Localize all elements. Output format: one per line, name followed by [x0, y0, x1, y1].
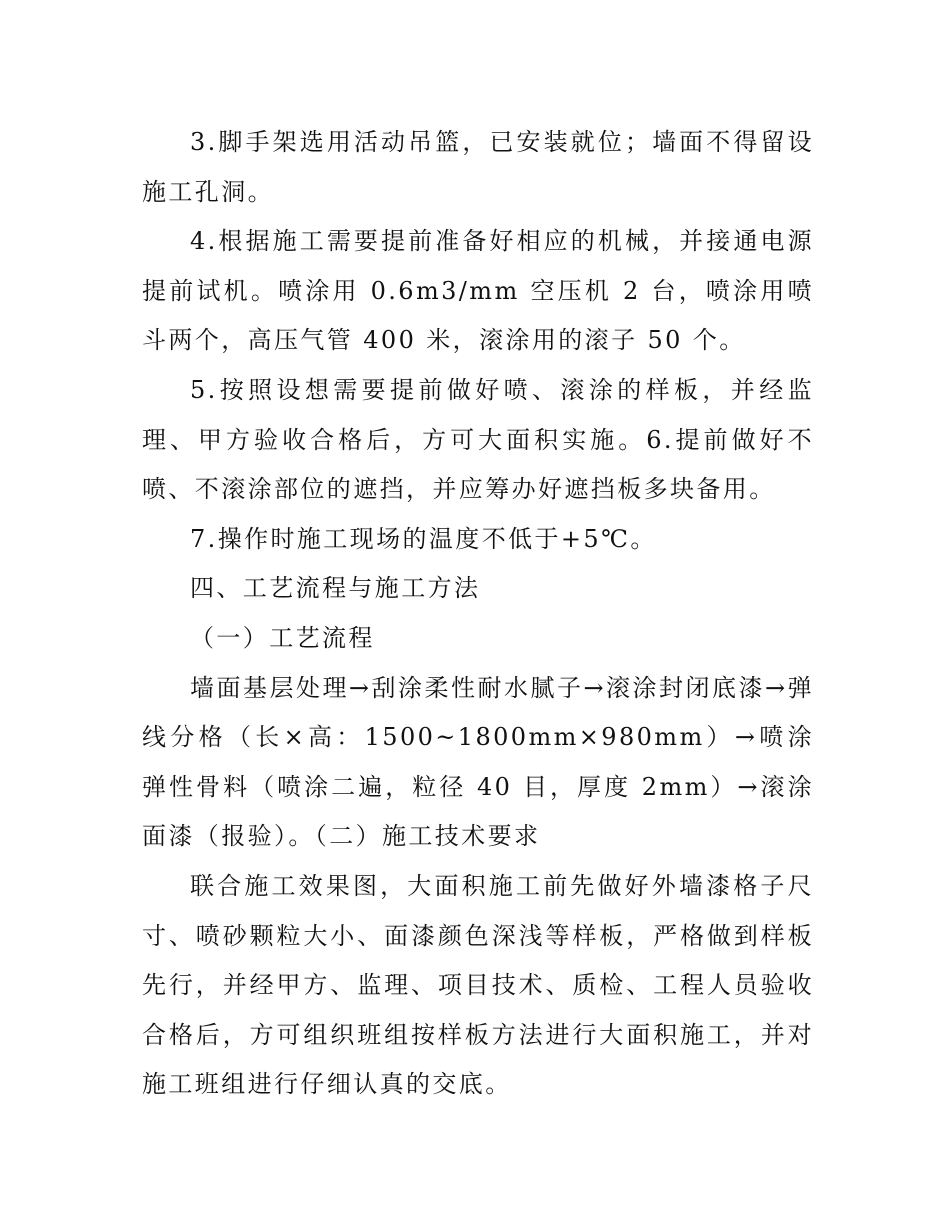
paragraph-technical-requirements: 联合施工效果图，大面积施工前先做好外墙漆格子尺寸、喷砂颗粒大小、面漆颜色深浅等样板，严格做到样板先行，并经甲方、监理、项目技术、质检、工程人员验收合格后，方可组织班组按样板方法进行大面积施工，并对施工班组进行仔细认真的交底。: [142, 871, 814, 1099]
document-body: [142, 118, 814, 1110]
paragraph-process-flow: 墙面基层处理→刮涂柔性耐水腻子→滚涂封闭底漆→弹线分格（长×高：1500~1800mm×980mm）→喷涂弹性骨料（喷涂二遍，粒径 40 目，厚度 2mm）→滚涂面漆（报验）。（二）施工技术要求: [142, 673, 814, 851]
paragraph-scaffolding: 3.脚手架选用活动吊篮，已安装就位；墙面不得留设施工孔洞。: [142, 128, 814, 206]
paragraph-machinery: 4.根据施工需要提前准备好相应的机械，并接通电源提前试机。喷涂用 0.6m3/mm 空压机 2 台，喷涂用喷斗两个，高压气管 400 米，滚涂用的滚子 50 个。: [142, 227, 814, 355]
paragraph-temperature: 7.操作时施工现场的温度不低于+5℃。: [190, 524, 657, 553]
section-heading: 四、工艺流程与施工方法: [190, 574, 481, 603]
paragraph-sample-panels: 5.按照设想需要提前做好喷、滚涂的样板，并经监理、甲方验收合格后，方可大面积实施。6.提前做好不喷、不滚涂部位的遮挡，并应筹办好遮挡板多块备用。: [142, 375, 814, 504]
subsection-heading: （一）工艺流程: [190, 623, 375, 652]
